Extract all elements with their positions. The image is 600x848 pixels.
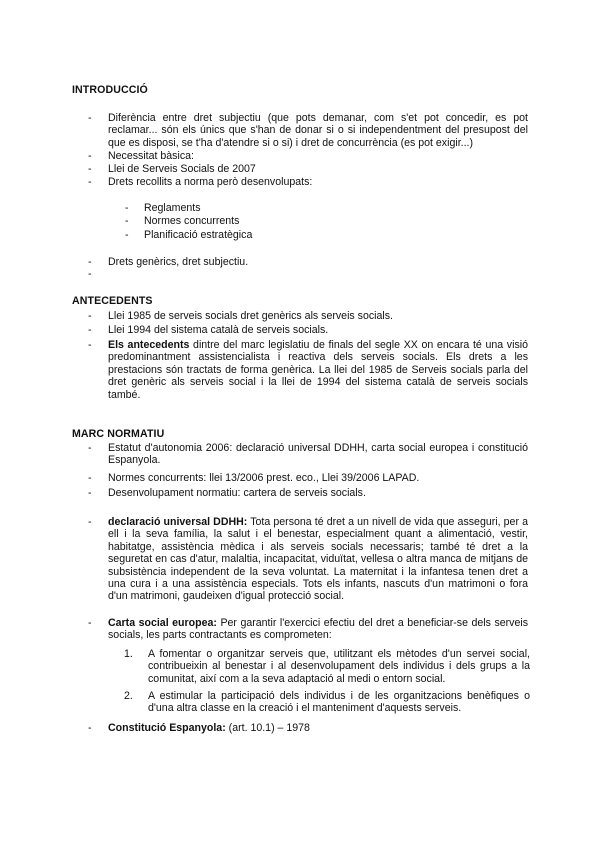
list-item-text: Diferència entre dret subjectiu (que pots demanar, com s'et pot concedir, es pot reclamar... són els únics que s'han de donar si o si independentment del presupost del que es disposi, se t'ha d'atendre si o si) i dret de concurrència (es pot exigir...) (108, 112, 528, 149)
list-item (88, 324, 528, 336)
list-item (88, 112, 528, 149)
list-item-text: Estatut d'autonomia 2006: declaració universal DDHH, carta social europea i constitució Espanyola. (108, 442, 528, 467)
bullet-dash: - (88, 150, 92, 162)
list-item-text (108, 516, 528, 603)
bullet-dash: - (88, 339, 92, 351)
list-item-text (108, 339, 528, 401)
list-item (88, 256, 528, 268)
list-item-text: Llei de Serveis Socials de 2007 (108, 163, 256, 175)
list-item (88, 150, 528, 162)
list-item-text: Drets genèrics, dret subjectiu. (108, 256, 249, 268)
list-item (88, 310, 528, 322)
bullet-dash: - (125, 215, 129, 227)
bullet-dash: - (88, 442, 92, 454)
list-item-text: Llei 1994 del sistema català de serveis socials. (108, 324, 329, 336)
section-heading-introduccio: INTRODUCCIÓ (72, 84, 148, 96)
bold-lead: Els antecedents (108, 339, 190, 351)
bullet-dash: - (88, 310, 92, 322)
sub-list-item-text: Planificació estratègica (144, 229, 253, 241)
list-item (88, 722, 528, 734)
numbered-item (124, 690, 530, 715)
paragraph-text: Tota persona té dret a un nivell de vida que asseguri, per a ell i la seva família, la salut i el benestar, especialment quant a alimentació, vestir, habitatge, assistència mèdica i als serveis socials necessaris; també té dret a la seguretat en cas d'atur, malaltia, incapacitat, viduïtat, vellesa o altra manca de mitjans de subsistència independent de la seva voluntat. La maternitat i la infantesa tenen dret a una cura i a una assistència especials. Tots els infants, nascuts d'un matrimoni o fora d'un matrimoni, gaudeixen d'igual protecció social. (108, 516, 528, 603)
bullet-dash: - (88, 516, 92, 528)
bullet-dash: - (88, 472, 92, 484)
list-item (88, 163, 528, 175)
sub-list-item (125, 215, 425, 227)
list-item-text (108, 722, 528, 734)
paragraph-text: dintre del marc legislatiu de finals del segle XX on encara té una visió predominantment assistencialista i reactiva dels serveis socials. Els drets a les prestacions són tractats de forma genèrica. La llei del 1985 de Serveis socials parla del dret genèric als serveis social i la llei de 1994 del sistema català de serveis socials també. (108, 339, 529, 401)
numbered-item-text: A estimular la participació dels individus i de les organitzacions benèfiques o d'una altra classe en la creació i el manteniment d'aquests serveis. (148, 690, 530, 715)
section-heading-marc-normatiu: MARC NORMATIU (72, 428, 165, 440)
bullet-dash: - (88, 163, 92, 175)
list-item-text: Llei 1985 de serveis socials dret genèrics als serveis socials. (108, 310, 393, 322)
list-item-text: Necessitat bàsica: (108, 150, 194, 162)
bold-lead: Constitució Espanyola: (108, 722, 226, 734)
bullet-dash: - (88, 268, 92, 280)
list-item (88, 487, 528, 499)
item-number: 2. (124, 690, 133, 702)
sub-list-item (125, 229, 425, 241)
sub-list-item (125, 202, 425, 214)
item-number: 1. (124, 648, 133, 660)
numbered-item-text: A fomentar o organitzar serveis que, utilitzant els mètodes d'un servei social, contribueixin al benestar i al desenvolupament dels individus i dels grups a la comunitat, així com a la seva adaptació al medi o entorn social. (148, 648, 530, 685)
bold-lead: declaració universal DDHH: (108, 516, 248, 528)
list-item-text: Normes concurrents: llei 13/2006 prest. eco., Llei 39/2006 LAPAD. (108, 472, 420, 484)
sub-list-item-text: Reglaments (144, 202, 201, 214)
list-item (88, 617, 528, 642)
list-item-text: Drets recollits a norma però desenvolupats: (108, 176, 313, 188)
paragraph-text: (art. 10.1) – 1978 (225, 722, 310, 734)
bullet-dash: - (88, 617, 92, 629)
bullet-dash: - (125, 229, 129, 241)
list-item-text: Desenvolupament normatiu: cartera de serveis socials. (108, 487, 366, 499)
paragraph-text: Per garantir l'exercici efectiu del dret a beneficiar-se dels serveis socials, les parts contractants es comprometen: (108, 617, 529, 642)
bullet-dash: - (125, 202, 129, 214)
list-item (88, 176, 528, 188)
bullet-dash: - (88, 256, 92, 268)
bullet-dash: - (88, 176, 92, 188)
bullet-dash: - (88, 487, 92, 499)
bold-lead: Carta social europea: (108, 617, 217, 629)
list-item (88, 472, 528, 484)
numbered-item (124, 648, 530, 685)
bullet-dash: - (88, 722, 92, 734)
bullet-dash: - (88, 324, 92, 336)
list-item (88, 339, 528, 401)
sub-list-item-text: Normes concurrents (144, 215, 240, 227)
bullet-dash: - (88, 112, 92, 124)
section-heading-antecedents: ANTECEDENTS (72, 295, 153, 307)
list-item-text (108, 617, 528, 642)
list-item (88, 516, 528, 603)
list-item (88, 442, 528, 467)
